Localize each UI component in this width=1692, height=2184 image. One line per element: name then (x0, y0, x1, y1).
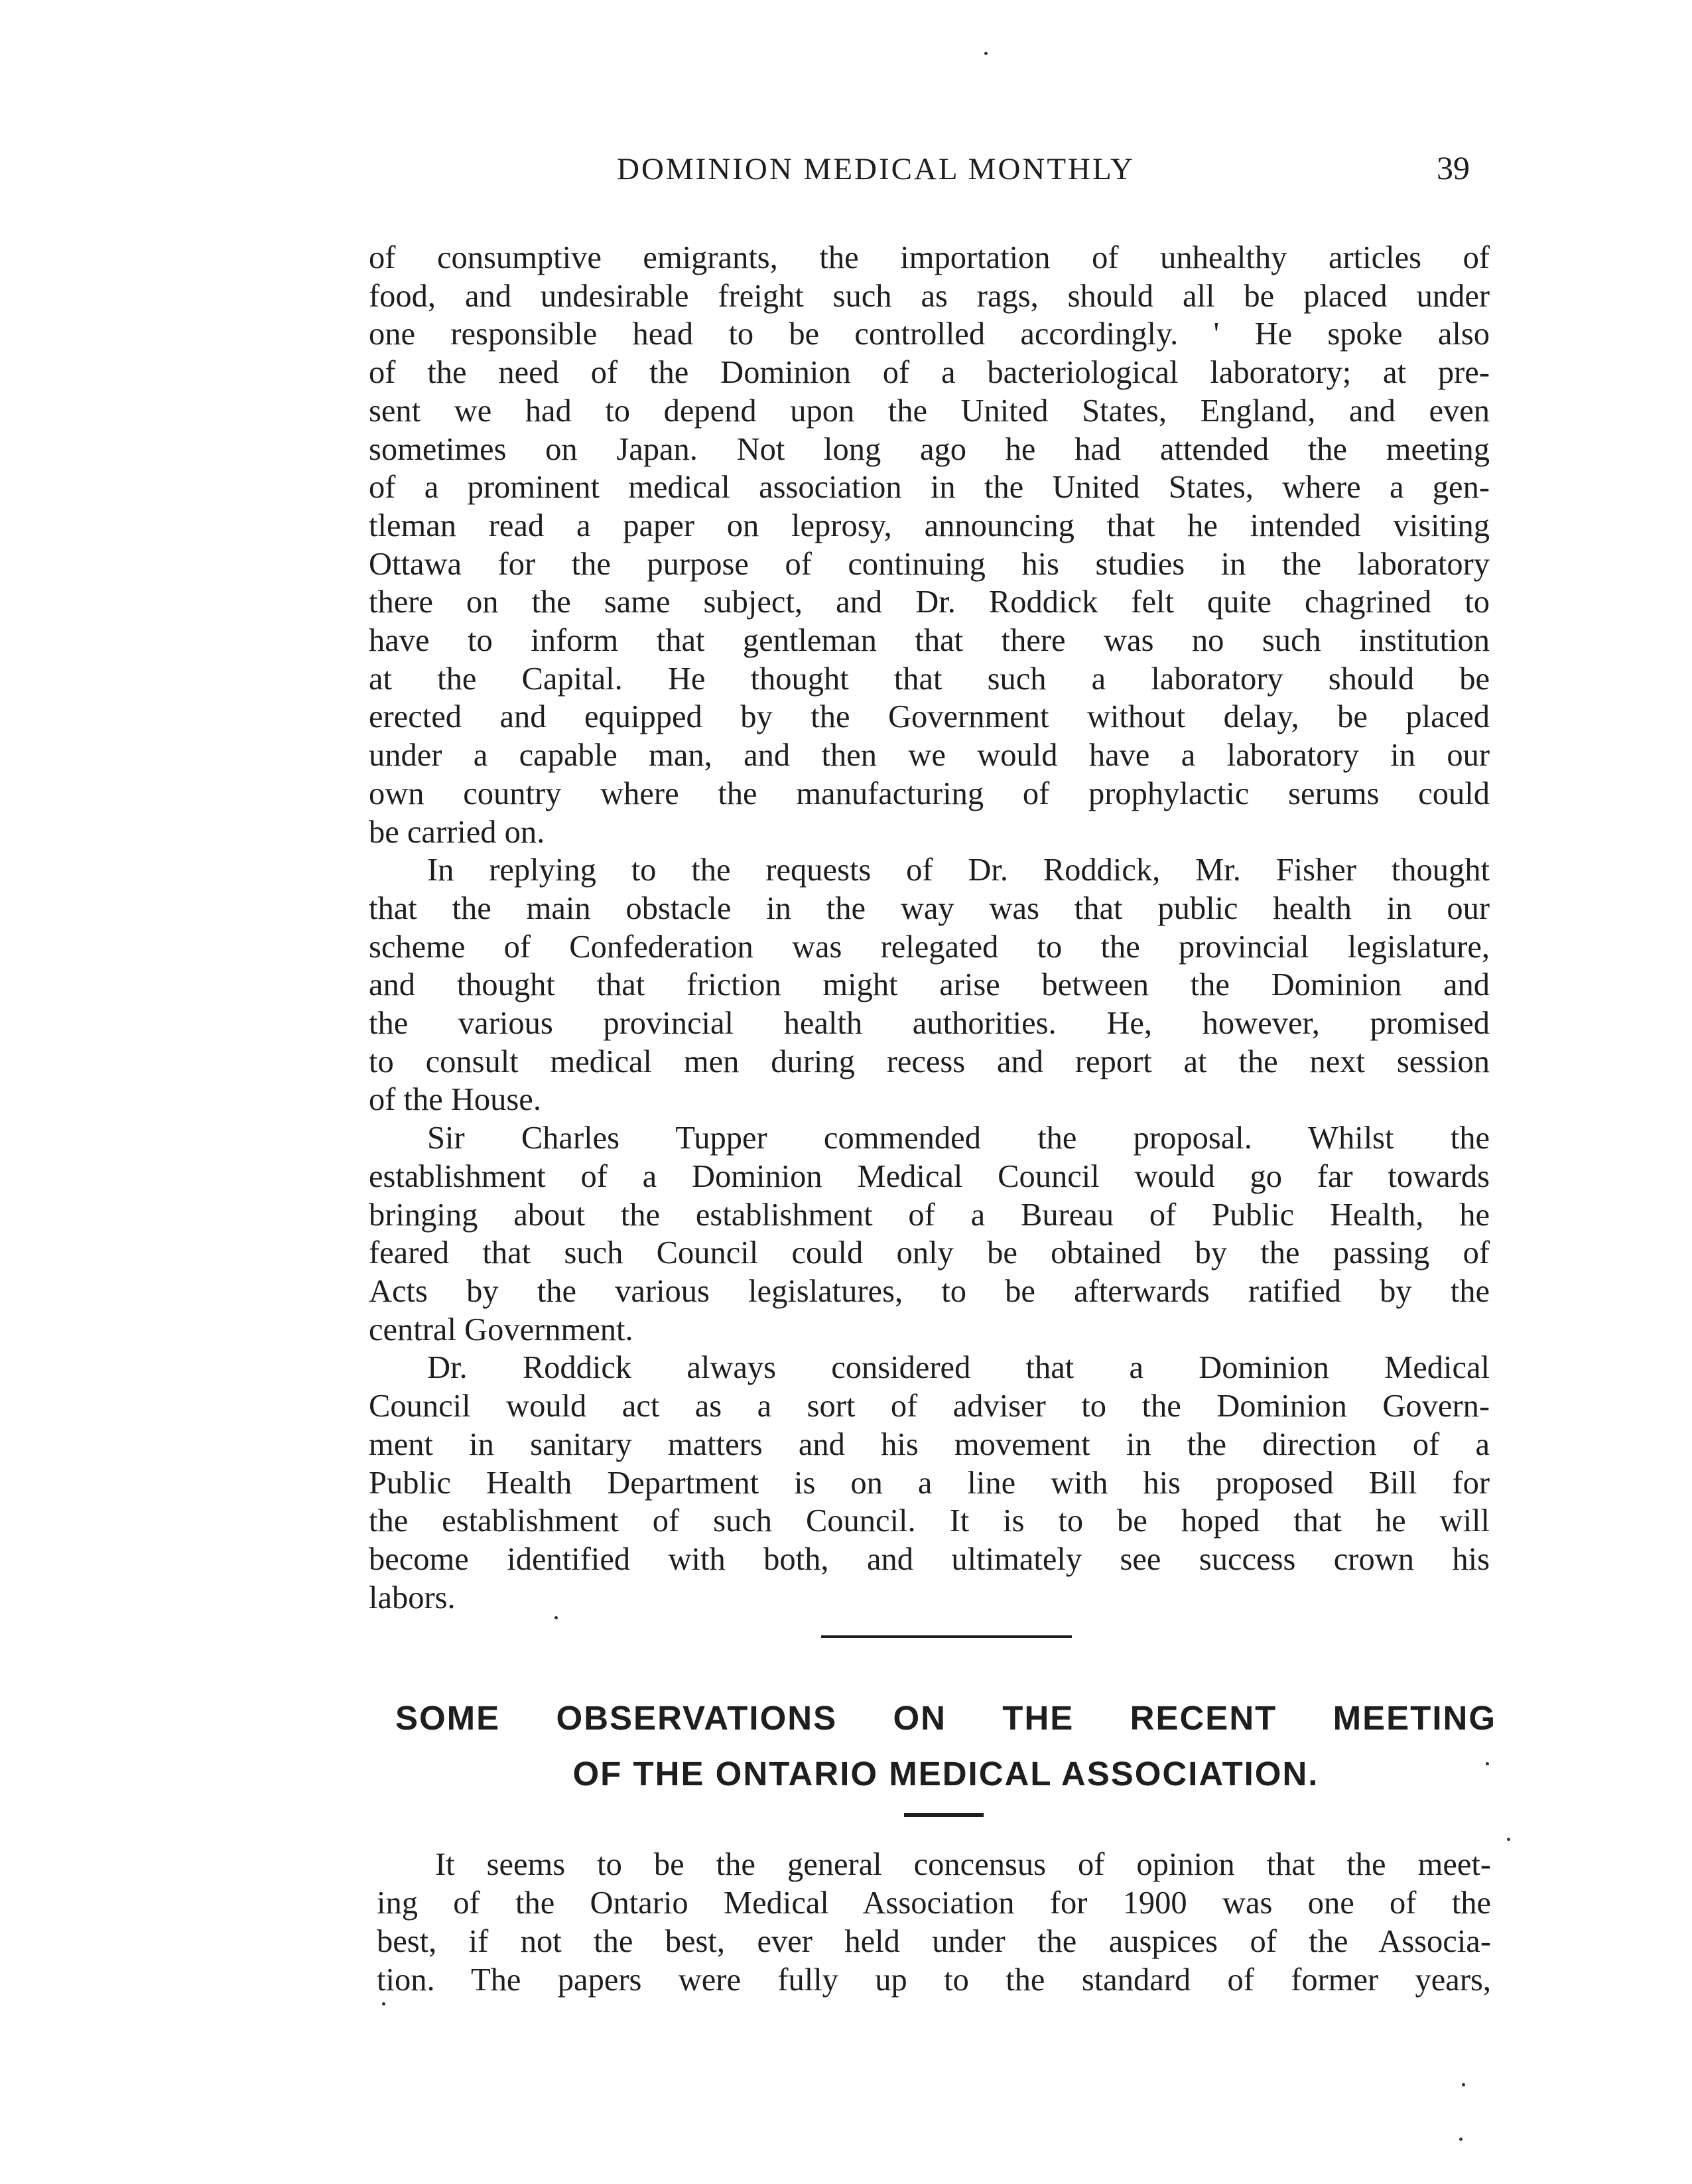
article-title (395, 1690, 1496, 1802)
article-title-line: OF THE ONTARIO MEDICAL ASSOCIATION. (572, 1755, 1319, 1793)
text-line: establishment of a Dominion Medical Council would go far towards (369, 1158, 1490, 1194)
text-line: Sir Charles Tupper commended the proposal. Whilst the (427, 1121, 1490, 1156)
text-line: tleman read a paper on leprosy, announcing that he intended visiting (369, 508, 1490, 543)
running-head: DOMINION MEDICAL MONTHLY (617, 152, 1135, 186)
text-line: of a prominent medical association in the United States, where a gen- (369, 470, 1490, 506)
scan-speck (1459, 2138, 1463, 2141)
text-line: sometimes on Japan. Not long ago he had attended the meeting (369, 431, 1490, 467)
text-line: under a capable man, and then we would have a laboratory in our (369, 738, 1490, 774)
text-line: own country where the manufacturing of prophylactic serums could (369, 776, 1490, 811)
text-line: there on the same subject, and Dr. Roddick felt quite chagrined to (369, 584, 1490, 620)
text-line: erected and equipped by the Government without delay, be placed (369, 699, 1490, 735)
title-divider (904, 1813, 984, 1817)
text-line: ment in sanitary matters and his movement in the direction of a (369, 1426, 1490, 1462)
text-line: tion. The papers were fully up to the standard of former years, (377, 1962, 1491, 1998)
text-line: to consult medical men during recess and report at the next session (369, 1044, 1490, 1079)
text-line: the establishment of such Council. It is to be hoped that he will (369, 1503, 1490, 1539)
scan-speck (1486, 1762, 1489, 1765)
text-line: become identified with both, and ultimately see success crown his (369, 1541, 1490, 1577)
text-line: It seems to be the general concensus of opinion that the meet- (435, 1847, 1491, 1882)
text-line: Council would act as a sort of adviser to the Dominion Govern- (369, 1389, 1490, 1424)
scan-speck (984, 52, 988, 55)
text-line: of consumptive emigrants, the importation of unhealthy articles of (369, 240, 1490, 275)
text-line: Acts by the various legislatures, to be afterwards ratified by the (369, 1273, 1490, 1309)
article-title-line: SOME OBSERVATIONS ON THE RECENT MEETING (395, 1699, 1496, 1737)
text-line: In replying to the requests of Dr. Roddick, Mr. Fisher thought (427, 853, 1490, 888)
text-line: and thought that friction might arise between the Dominion and (369, 967, 1490, 1003)
text-line: of the House. (369, 1082, 541, 1118)
text-line: Ottawa for the purpose of continuing his studies in the laboratory (369, 546, 1490, 582)
section-text (369, 239, 1490, 1617)
section-divider (821, 1635, 1072, 1638)
text-line: best, if not the best, ever held under the auspices of the Associa- (377, 1924, 1491, 1959)
scan-speck (1462, 2083, 1465, 2086)
text-line: sent we had to depend upon the United States, England, and even (369, 393, 1490, 429)
text-line: of the need of the Dominion of a bacteriological laboratory; at pre- (369, 355, 1490, 391)
text-line: feared that such Council could only be obtained by the passing of (369, 1235, 1490, 1271)
text-line: food, and undesirable freight such as rags, should all be placed under (369, 278, 1490, 314)
text-line: ing of the Ontario Medical Association for 1900 was one of the (377, 1885, 1491, 1921)
text-line: bringing about the establishment of a Bureau of Public Health, he (369, 1197, 1490, 1233)
page-number: 39 (1437, 149, 1470, 186)
text-line: scheme of Confederation was relegated to the provincial legislature, (369, 929, 1490, 965)
text-line: central Government. (369, 1312, 633, 1347)
article-text (377, 1846, 1491, 2000)
text-line: labors. (369, 1580, 456, 1615)
text-line: Public Health Department is on a line with his proposed Bill for (369, 1465, 1490, 1501)
scan-speck (554, 1616, 558, 1619)
text-line: have to inform that gentleman that there was no such institution (369, 623, 1490, 659)
text-line: one responsible head to be controlled accordingly. ' He spoke also (369, 316, 1490, 352)
text-line: at the Capital. He thought that such a laboratory should be (369, 661, 1490, 697)
text-line: the various provincial health authorities. He, however, promised (369, 1006, 1490, 1042)
text-line: Dr. Roddick always considered that a Dominion Medical (427, 1350, 1490, 1386)
scan-speck (1507, 1838, 1510, 1841)
text-line: be carried on. (369, 814, 545, 850)
scan-speck (382, 2002, 385, 2006)
text-line: that the main obstacle in the way was that public health in our (369, 890, 1490, 926)
